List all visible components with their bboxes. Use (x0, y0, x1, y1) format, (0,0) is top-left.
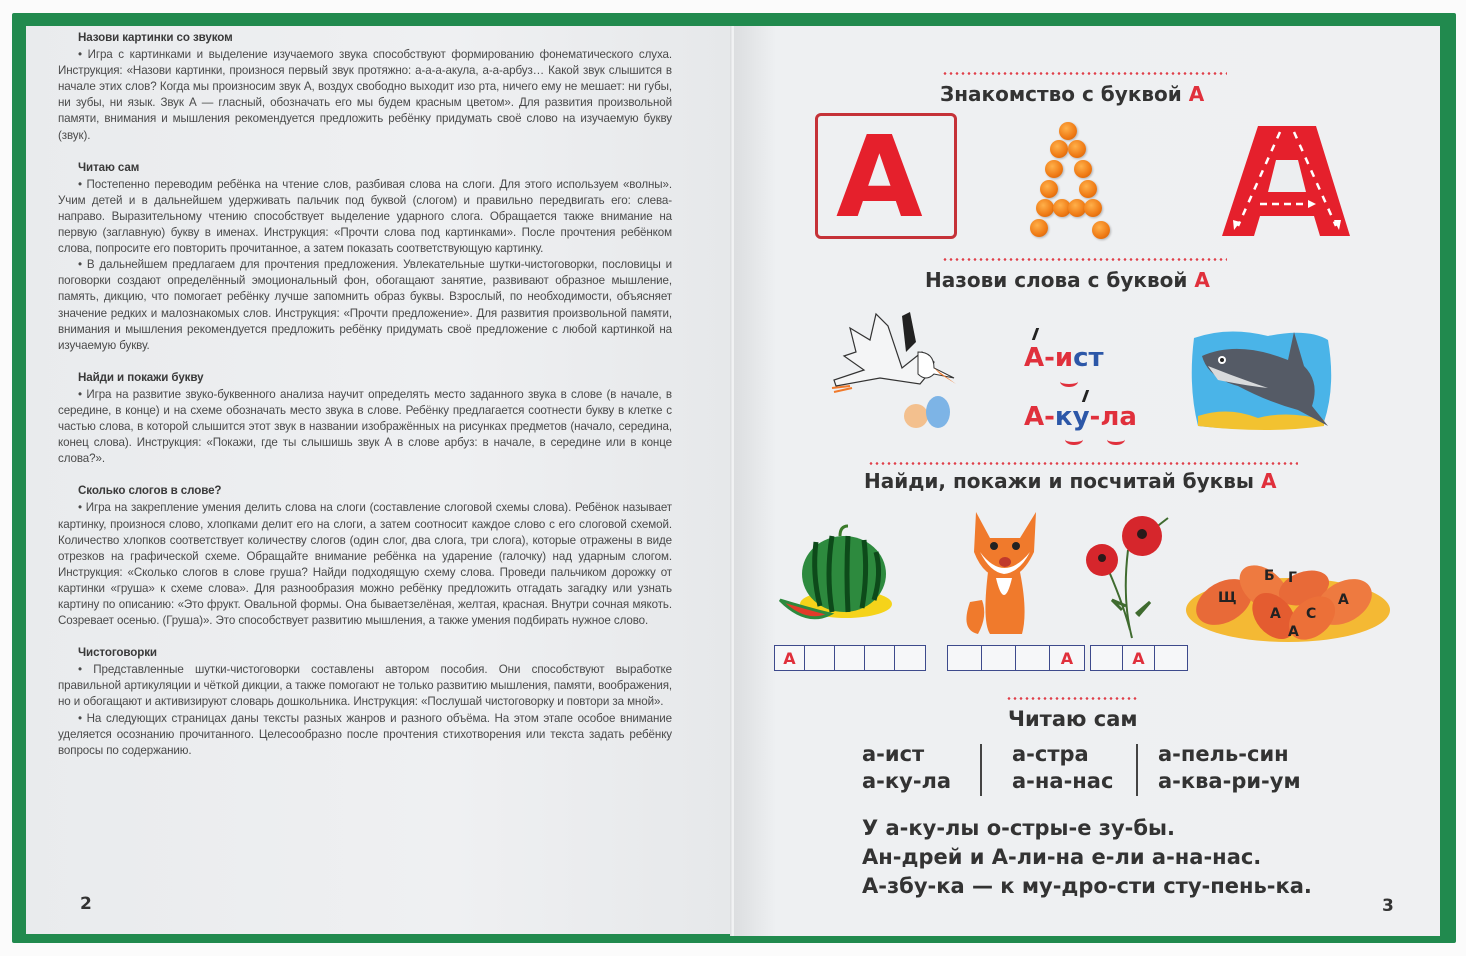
svg-text:А: А (1288, 624, 1299, 640)
pies-plate-picture (1184, 546, 1394, 646)
sentences (862, 814, 1312, 901)
grid-cell[interactable] (948, 646, 982, 670)
title-read: Читаю сам (1008, 707, 1138, 731)
block-letter-card (815, 113, 957, 243)
section-heading: Назови картинки со звуком (78, 31, 233, 44)
tracing-letter-a (1218, 108, 1353, 240)
grid-cell[interactable] (1091, 646, 1123, 670)
svg-text:Г: Г (1288, 570, 1297, 586)
section-heading: Чистоговорки (78, 646, 157, 660)
section-syllables (58, 483, 672, 629)
left-page-text (58, 30, 672, 775)
letter-grid-watermelon (774, 645, 926, 671)
grid-cell[interactable] (1016, 646, 1050, 670)
section-read-myself (58, 160, 672, 354)
svg-text:Б: Б (1264, 568, 1275, 584)
letter-grid-fox (947, 645, 1085, 671)
section-paragraph: • Игра на развитие звуко-буквенного анализа научит определять место заданного звука в слове (в начале, в середине, в конце) и на схеме обозначать место звука в слове. Ребёнку предлагается соотнести букву в клетке с частью слова, в которой слышится этот звук в названии изображённых на рисунках предметов (начало, середина, конец слова). Инструкция: «Покажи, где ты слышишь звук А в слове арбуз: в начале, в середине или в конце слова?». (58, 387, 672, 466)
page-number-left: 2 (80, 894, 92, 914)
svg-text:С: С (1306, 606, 1317, 622)
orange-letter-a (1016, 118, 1120, 248)
svg-text:Щ: Щ (1218, 590, 1237, 606)
grid-cell[interactable] (1155, 646, 1187, 670)
dotted-divider (942, 72, 1227, 75)
section-name-pictures (58, 30, 672, 144)
poppy-picture (1082, 510, 1182, 640)
column-divider (1136, 744, 1138, 796)
column-divider (980, 744, 982, 796)
sentence: Ан-дрей и А-ли-на е-ли а-на-нас. (862, 845, 1262, 869)
shark-picture (1188, 326, 1336, 436)
block-letter: А (836, 113, 923, 243)
word-aist: А-ист (1024, 343, 1104, 373)
section-paragraph: • Представленные шутки-чистоговорки составлены автором пособия. Они способствуют выработке правильной артикуляции и чёткой дикции, а также помогают не только развитию мышления, памяти, воображения, но и обогащают и активизируют словарь дошкольника. Инструкция: «Послушай чистоговорку и повтори за мной». (58, 663, 672, 709)
section-heading: Сколько слогов в слове? (78, 484, 222, 498)
section-heading: Найди и покажи букву (78, 370, 204, 384)
section-tongue-twisters (58, 645, 672, 759)
grid-cell[interactable] (835, 646, 865, 670)
syllable-arc (1107, 434, 1125, 445)
section-find-letter (58, 370, 672, 468)
sentence: А-збу-ка — к му-дро-сти сту-пень-ка. (862, 874, 1312, 898)
syllable-arc (1065, 434, 1083, 445)
section-paragraph: • Игра на закрепление умения делить слова на слоги (составление слоговой схемы слова). Ребёнок называет картинку, произнося слово, хлопками делит его на слоги, а затем соотносит каждое слово с его слоговой схемой. Количество хлопков соответствует количеству слогов (один слог, два слога, три слога), которые отражены в виде отрезков на графической схеме. Обращайте внимание ребёнка на ударение (галочку) над ударным слогом. Инструкция: «Сколько слогов в слове груша? Найди подходящую схему слова. Проведи пальчиком дорожку от картинки «груша» к схеме слова». Для разнообразия можно ребёнку предложить отгадать загадку или узнать картину по описанию: «Это фрукт. Овальной формы. Она бываетзелёная, желтая, красная. Внутри сочная мякоть. Созревает осенью. (Груша)». Это способствует развитию мышления, а также умения подбирать нужное слово. (58, 501, 672, 628)
grid-cell[interactable] (865, 646, 895, 670)
grid-cell[interactable] (982, 646, 1016, 670)
read-column-3: а-пель-син а-ква-ри-ум (1158, 742, 1301, 793)
stork-picture (830, 308, 962, 436)
grid-cell[interactable]: А (1123, 646, 1155, 670)
watermelon-picture (776, 522, 896, 622)
svg-text:А: А (1270, 606, 1281, 622)
letter-grid-poppy (1090, 645, 1188, 671)
section-paragraph: • Игра с картинками и выделение изучаемого звука способствуют формированию фонематического слуха. Инструкция: «Назови картинки, произнося первый звук протяжно: а-а-а-акула, а-а-арбуз… Какой звук слышится в начале этих слов? Когда мы произносим звук А, воздух свободно выходит изо рта, ничего ему не мешает: ни губы, ни зубы, ни язык. Звук А — гласный, обозначать его мы будем красным цветом». Для развития произвольной памяти, внимания и мышления рекомендуется предложить ребёнку придумать своё слово на изучаемую букву (звук). (58, 48, 672, 142)
section-heading: Читаю сам (78, 160, 140, 174)
title-intro: Знакомство с буквой А (940, 82, 1205, 106)
grid-cell[interactable]: А (775, 646, 805, 670)
section-paragraph: • Постепенно переводим ребёнка на чтение слов, разбивая слова на слоги. Для этого используем «волны». Учим детей и в дальнейшем удерживать пальчик под буквой (слогом) и правильно передвигать его: слева-направо. Выразительному чтению способствует выделение ударного слога. Обращается также внимание на первую (заглавную) букву в именах. Инструкция: «Прочти слова под картинками». После прочтения ребёнком слова, попросите его повторить прочитанное, а затем показать соответствующую картинку. (58, 177, 672, 256)
title-words: Назови слова с буквой А (925, 268, 1210, 292)
grid-cell[interactable] (805, 646, 835, 670)
dotted-divider (1006, 697, 1138, 700)
grid-cell[interactable] (895, 646, 925, 670)
section-paragraph: • В дальнейшем предлагаем для прочтения предложения. Увлекательные шутки-чистоговорки, пословицы и поговорки создают определённый эмоциональный фон, обогащают занятие, развивают образное мышление, память, дикцию, что помогает ребёнку лучше запомнить образ буквы. Взрослый, по необходимости, объясняет значение редких и малознакомых слов. Инструкция: «Прочти предложение». Для развития произвольной памяти, внимания и мышления рекомендуется предложить ребёнку придумать своё предложение с любой картинкой на изучаемую букву. (58, 258, 672, 352)
sentence: У а-ку-лы о-стры-е зу-бы. (862, 816, 1176, 840)
dotted-divider (942, 258, 1227, 261)
read-column-2: а-стра а-на-нас (1012, 742, 1114, 793)
syllable-arc (1060, 376, 1078, 387)
word-akula: А-ку-ла (1024, 402, 1137, 432)
page-number-right: 3 (1382, 896, 1394, 916)
read-column-1: а-ист а-ку-ла (862, 742, 952, 793)
fox-picture (960, 512, 1050, 637)
dotted-divider (868, 462, 1298, 465)
svg-text:А: А (1338, 592, 1349, 608)
grid-cell[interactable]: А (1060, 648, 1074, 668)
title-find: Найди, покажи и посчитай буквы А (864, 469, 1277, 493)
section-paragraph: • На следующих страницах даны тексты разных жанров и разного объёма. На этом этапе особое внимание уделяется осознанию прочитанного. Целесообразно после прочтения стихотворения или текста задать ребёнку вопросы по содержанию. (58, 711, 672, 757)
